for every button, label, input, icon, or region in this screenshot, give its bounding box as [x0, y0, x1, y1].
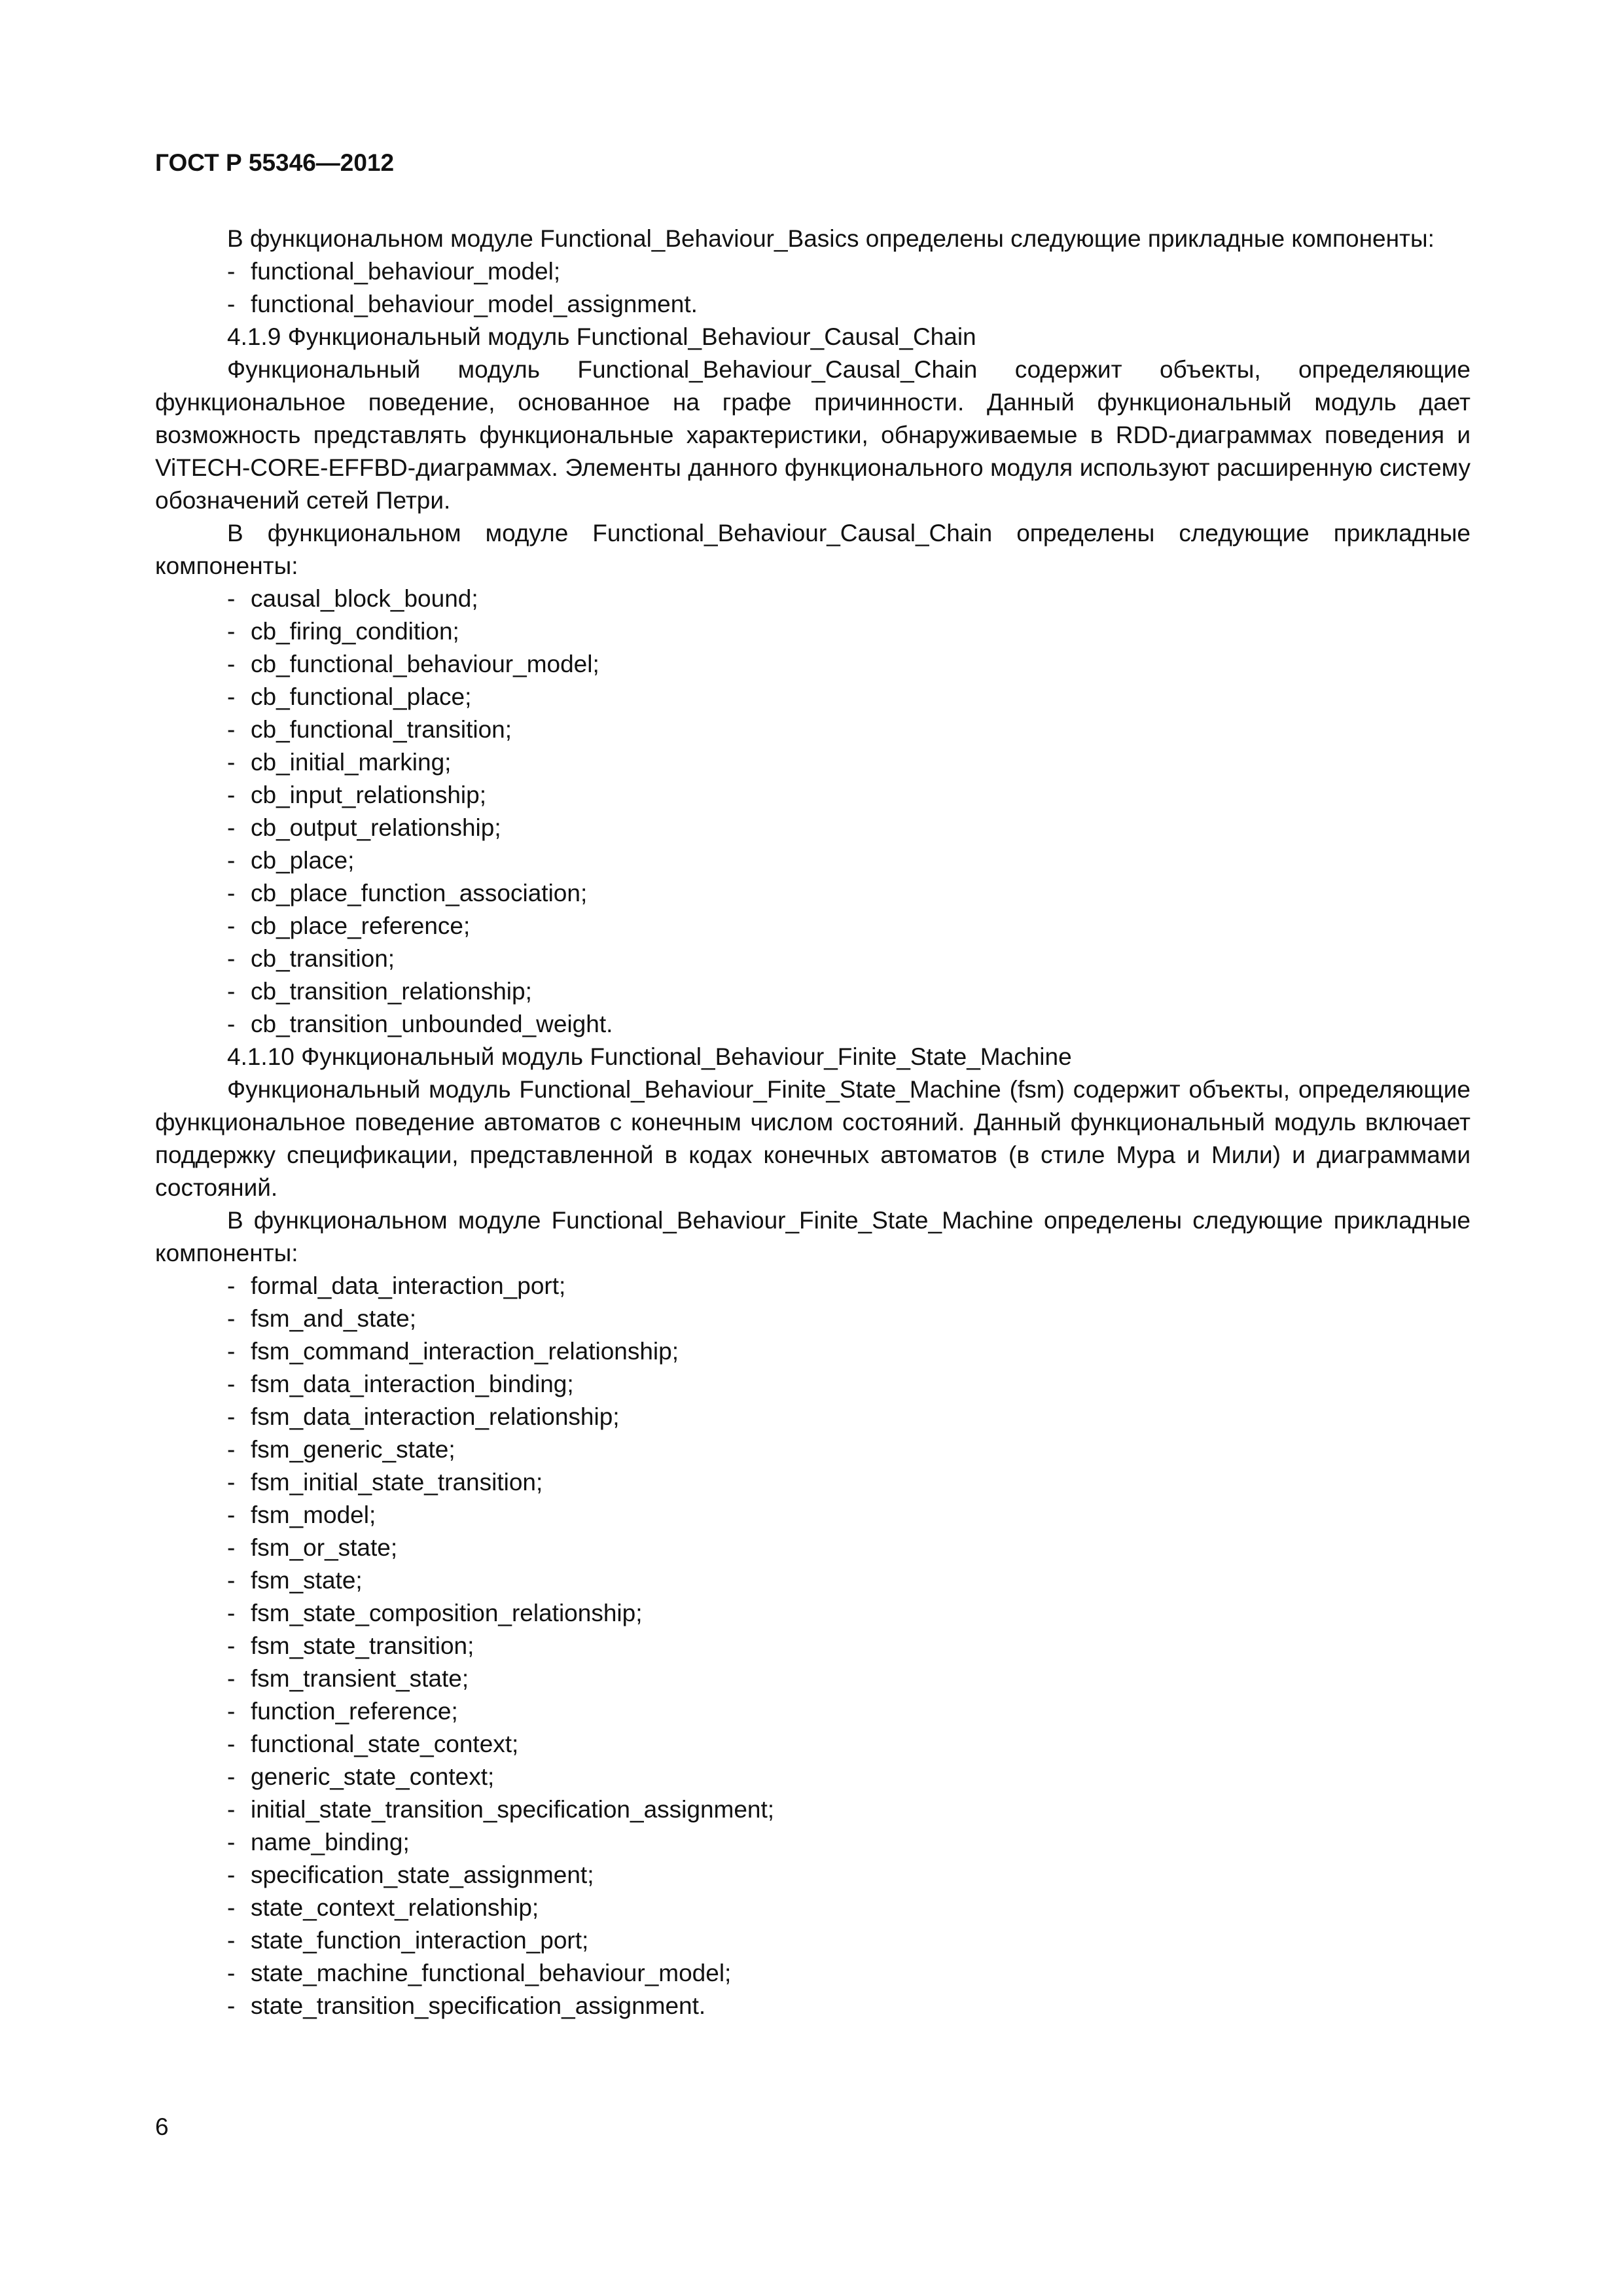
list-marker: - — [227, 781, 236, 808]
section-heading: 4.1.10 Функциональный модуль Functional_Behaviour_Finite_State_Machine — [227, 1043, 1072, 1070]
list-item — [155, 1532, 1471, 1564]
list-item — [155, 1368, 1471, 1401]
list-marker: - — [227, 1731, 236, 1757]
list-item — [155, 1433, 1471, 1466]
list-item — [155, 942, 1471, 975]
list-marker: - — [227, 1632, 236, 1659]
list-marker: - — [227, 814, 236, 841]
list-item-text: fsm_state_composition_relationship; — [251, 1600, 643, 1626]
list-item-text: cb_firing_condition; — [251, 618, 459, 645]
list-item-text: cb_functional_transition; — [251, 716, 512, 743]
list-marker: - — [227, 1567, 236, 1594]
list-marker: - — [227, 880, 236, 906]
list-marker: - — [227, 651, 236, 677]
list-item-text: cb_output_relationship; — [251, 814, 501, 841]
list-marker: - — [227, 1469, 236, 1496]
list-item — [155, 1990, 1471, 2022]
list-item-text: state_context_relationship; — [251, 1894, 539, 1921]
list-marker: - — [227, 716, 236, 743]
list-item-text: state_machine_functional_behaviour_model; — [251, 1960, 732, 1986]
list-item — [155, 583, 1471, 615]
list-item — [155, 1466, 1471, 1499]
document-header: ГОСТ Р 55346—2012 — [155, 149, 395, 176]
list-marker: - — [227, 1829, 236, 1856]
page-number: 6 — [155, 2113, 169, 2140]
list-item — [155, 1270, 1471, 1302]
paragraph: Функциональный модуль Functional_Behaviour_Finite_State_Machine (fsm) содержит объекты, определяющие функциональное поведение автоматов с конечным числом состояний. Данный функциональный модуль включает поддержку спецификации, представленной в кодах конечных автоматов (в стиле Мура и Мили) и диаграммами состояний. — [155, 1076, 1471, 1201]
list-marker: - — [227, 1305, 236, 1332]
list-marker: - — [227, 1796, 236, 1823]
list-marker: - — [227, 945, 236, 972]
list-item — [155, 615, 1471, 648]
list-marker: - — [227, 1403, 236, 1430]
list-item — [155, 1924, 1471, 1957]
list-marker: - — [227, 618, 236, 645]
list-item-text: functional_behaviour_model_assignment. — [251, 291, 698, 317]
list-item — [155, 1728, 1471, 1761]
list-item-text: fsm_initial_state_transition; — [251, 1469, 543, 1496]
list-item-text: fsm_or_state; — [251, 1534, 398, 1561]
section-heading: 4.1.9 Функциональный модуль Functional_Behaviour_Causal_Chain — [227, 323, 976, 350]
list-item — [155, 1630, 1471, 1662]
paragraph: Функциональный модуль Functional_Behaviour_Causal_Chain содержит объекты, определяющие функциональное поведение, основанное на графе причинности. Данный функциональный модуль дает возможность представлять функциональные характеристики, обнаруживаемые в RDD-диаграммах поведения и ViTECH-CORE-EFFBD-диаграммах. Элементы данного функционального модуля используют расширенную систему обозначений сетей Петри. — [155, 356, 1471, 514]
list-item-text: cb_functional_place; — [251, 683, 472, 710]
list-item — [155, 1662, 1471, 1695]
list-item-text: fsm_data_interaction_relationship; — [251, 1403, 620, 1430]
list-marker: - — [227, 585, 236, 612]
list-item-text: cb_transition_unbounded_weight. — [251, 1011, 613, 1037]
paragraph: В функциональном модуле Functional_Behaviour_Causal_Chain определены следующие прикладные компоненты: — [155, 520, 1471, 579]
list-item-text: cb_transition_relationship; — [251, 978, 532, 1005]
list-item — [155, 910, 1471, 942]
list-item — [155, 288, 1471, 321]
document-body — [155, 223, 1471, 2022]
list-marker: - — [227, 258, 236, 285]
list-marker: - — [227, 1436, 236, 1463]
list-item — [155, 877, 1471, 910]
list-item — [155, 779, 1471, 812]
list-item — [155, 1695, 1471, 1728]
list-item — [155, 713, 1471, 746]
list-item-text: cb_initial_marking; — [251, 749, 452, 776]
list-marker: - — [227, 847, 236, 874]
list-marker: - — [227, 1371, 236, 1397]
list-item-text: name_binding; — [251, 1829, 410, 1856]
list-item-text: cb_place; — [251, 847, 355, 874]
list-item-text: state_function_interaction_port; — [251, 1927, 589, 1954]
list-item — [155, 1761, 1471, 1793]
list-marker: - — [227, 1960, 236, 1986]
list-item-text: functional_behaviour_model; — [251, 258, 561, 285]
list-item-text: fsm_and_state; — [251, 1305, 416, 1332]
list-marker: - — [227, 1272, 236, 1299]
list-marker: - — [227, 683, 236, 710]
list-item-text: fsm_generic_state; — [251, 1436, 455, 1463]
list-item — [155, 812, 1471, 844]
list-item — [155, 648, 1471, 681]
list-marker: - — [227, 1338, 236, 1365]
list-marker: - — [227, 978, 236, 1005]
list-item — [155, 1564, 1471, 1597]
list-marker: - — [227, 1600, 236, 1626]
list-marker: - — [227, 1698, 236, 1725]
list-item — [155, 1793, 1471, 1826]
list-item-text: cb_input_relationship; — [251, 781, 486, 808]
list-item — [155, 1597, 1471, 1630]
list-item-text: fsm_transient_state; — [251, 1665, 469, 1692]
list-item — [155, 681, 1471, 713]
list-marker: - — [227, 1011, 236, 1037]
list-marker: - — [227, 1534, 236, 1561]
paragraph: В функциональном модуле Functional_Behaviour_Basics определены следующие прикладные компоненты: — [227, 225, 1435, 252]
list-item-text: cb_transition; — [251, 945, 395, 972]
list-item-text: specification_state_assignment; — [251, 1861, 594, 1888]
list-item — [155, 844, 1471, 877]
list-item-text: fsm_data_interaction_binding; — [251, 1371, 574, 1397]
list-marker: - — [227, 1501, 236, 1528]
list-item — [155, 746, 1471, 779]
list-item — [155, 1401, 1471, 1433]
list-item-text: fsm_state_transition; — [251, 1632, 474, 1659]
list-item — [155, 1859, 1471, 1892]
list-item-text: cb_functional_behaviour_model; — [251, 651, 599, 677]
list-marker: - — [227, 1894, 236, 1921]
paragraph: В функциональном модуле Functional_Behaviour_Finite_State_Machine определены следующие прикладные компоненты: — [155, 1207, 1471, 1266]
list-item-text: function_reference; — [251, 1698, 458, 1725]
list-item — [155, 975, 1471, 1008]
list-item-text: fsm_command_interaction_relationship; — [251, 1338, 679, 1365]
list-marker: - — [227, 291, 236, 317]
list-item-text: formal_data_interaction_port; — [251, 1272, 566, 1299]
list-marker: - — [227, 1992, 236, 2019]
list-item-text: fsm_state; — [251, 1567, 363, 1594]
list-item-text: fsm_model; — [251, 1501, 376, 1528]
list-item-text: causal_block_bound; — [251, 585, 478, 612]
list-item-text: cb_place_function_association; — [251, 880, 588, 906]
list-item — [155, 1499, 1471, 1532]
list-marker: - — [227, 1861, 236, 1888]
list-item-text: generic_state_context; — [251, 1763, 495, 1790]
list-marker: - — [227, 1927, 236, 1954]
list-item-text: initial_state_transition_specification_assignment; — [251, 1796, 775, 1823]
list-marker: - — [227, 1763, 236, 1790]
list-item — [155, 1892, 1471, 1924]
list-item-text: functional_state_context; — [251, 1731, 519, 1757]
list-marker: - — [227, 749, 236, 776]
list-item-text: cb_place_reference; — [251, 912, 471, 939]
list-item — [155, 255, 1471, 288]
list-marker: - — [227, 912, 236, 939]
list-item — [155, 1335, 1471, 1368]
list-item — [155, 1302, 1471, 1335]
list-item-text: state_transition_specification_assignment. — [251, 1992, 706, 2019]
list-item — [155, 1957, 1471, 1990]
list-marker: - — [227, 1665, 236, 1692]
list-item — [155, 1008, 1471, 1041]
list-item — [155, 1826, 1471, 1859]
